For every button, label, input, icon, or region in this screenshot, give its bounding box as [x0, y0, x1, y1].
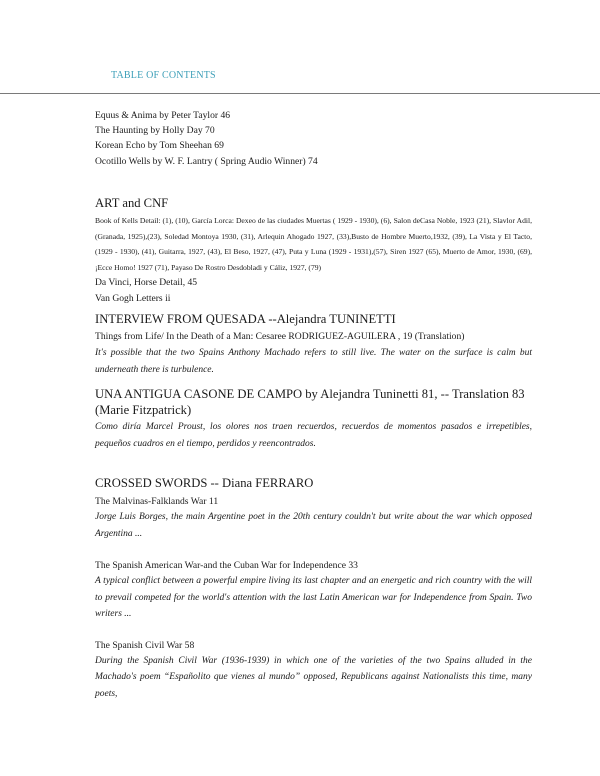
interview-section [95, 312, 532, 378]
art-details-paragraph: Book of Kells Detail: (1), (10), García Lorca: Dexeo de las ciudades Muertas ( 1929 - 1930), (6), Salon deCasa Noble, 1923 (21), Slavlor Adil, (Granada, 1925),(23), Soledad Montoya 1930, (31), Arlequin Ahogado 1927, (33),Busto de Hombre Muerto,1932, (39), La Vista y El Tacto, (1929 - 1930), (41), Guitarra, 1927, (43), El Beso, 1927, (47), Puta y Luna (1929 - 1931),(57), Siren 1927 (65), Muerto de Amor, 1930, (69), ¡Ecce Homo! 1927 (71), Payaso De Rostro Desdobladi y Cáliz, 1927, (79) [95, 216, 532, 272]
crossed-swords-section [95, 476, 532, 702]
item-title: The Malvinas-Falklands War 11 [95, 496, 219, 507]
page-title: TABLE OF CONTENTS [111, 70, 216, 81]
header-divider [0, 93, 600, 94]
fiction-list [95, 108, 532, 169]
section-heading: ART and CNF [95, 196, 169, 210]
toc-entry: The Haunting by Holly Day 70 [95, 125, 215, 137]
section-excerpt: Como diría Marcel Proust, los olores nos traen recuerdos, recuerdos de momentos pasados e irrepetibles, pequeños cuadros en el tiempo, perdidos y reencontrados. [95, 422, 532, 449]
toc-entry: Equus & Anima by Peter Taylor 46 [95, 110, 231, 121]
toc-entry: Da Vinci, Horse Detail, 45 [95, 277, 198, 288]
toc-entry: Van Gogh Letters ii [95, 292, 171, 304]
item-excerpt: A typical conflict between a powerful empire living its last chapter and an energetic and rich country with the will to prevail competed for the world's attention with the last Latin American war for Independence from Spain. Two writers ... [95, 576, 532, 619]
item-excerpt: Jorge Luis Borges, the main Argentine poet in the 20th century couldn't but write about the war which opposed Argentina ... [95, 512, 532, 539]
toc-entry: Korean Echo by Tom Sheehan 69 [95, 140, 224, 152]
item-excerpt: During the Spanish Civil War (1936-1939) in which one of the varieties of the two Spains alluded in the Machado's poem “Españolito que vienes al mundo” opposed, Republicans against Nationalists this time, many poets, [95, 655, 532, 699]
section-heading: INTERVIEW FROM QUESADA --Alejandra TUNINETTI [95, 312, 396, 326]
toc-entry: Ocotillo Wells by W. F. Lantry ( Spring Audio Winner) 74 [95, 155, 318, 167]
item-title: The Spanish American War-and the Cuban War for Independence 33 [95, 560, 358, 571]
section-heading: UNA ANTIGUA CASONE DE CAMPO by Alejandra Tuninetti 81, -- Translation 83 (Marie Fitzpatrick) [95, 387, 525, 417]
list-item [95, 559, 532, 623]
section-subtitle: Things from Life/ In the Death of a Man: Cesaree RODRIGUEZ-AGUILERA , 19 (Translation) [95, 331, 465, 342]
section-heading: CROSSED SWORDS -- Diana FERRARO [95, 476, 314, 490]
list-item [95, 495, 532, 542]
casone-section [95, 387, 532, 452]
list-item [95, 639, 532, 703]
item-title: The Spanish Civil War 58 [95, 639, 195, 651]
section-excerpt: It's possible that the two Spains Anthony Machado refers to still live. The water on the surface is calm but underneath there is turbulence. [95, 348, 532, 375]
art-cnf-section [95, 196, 532, 306]
